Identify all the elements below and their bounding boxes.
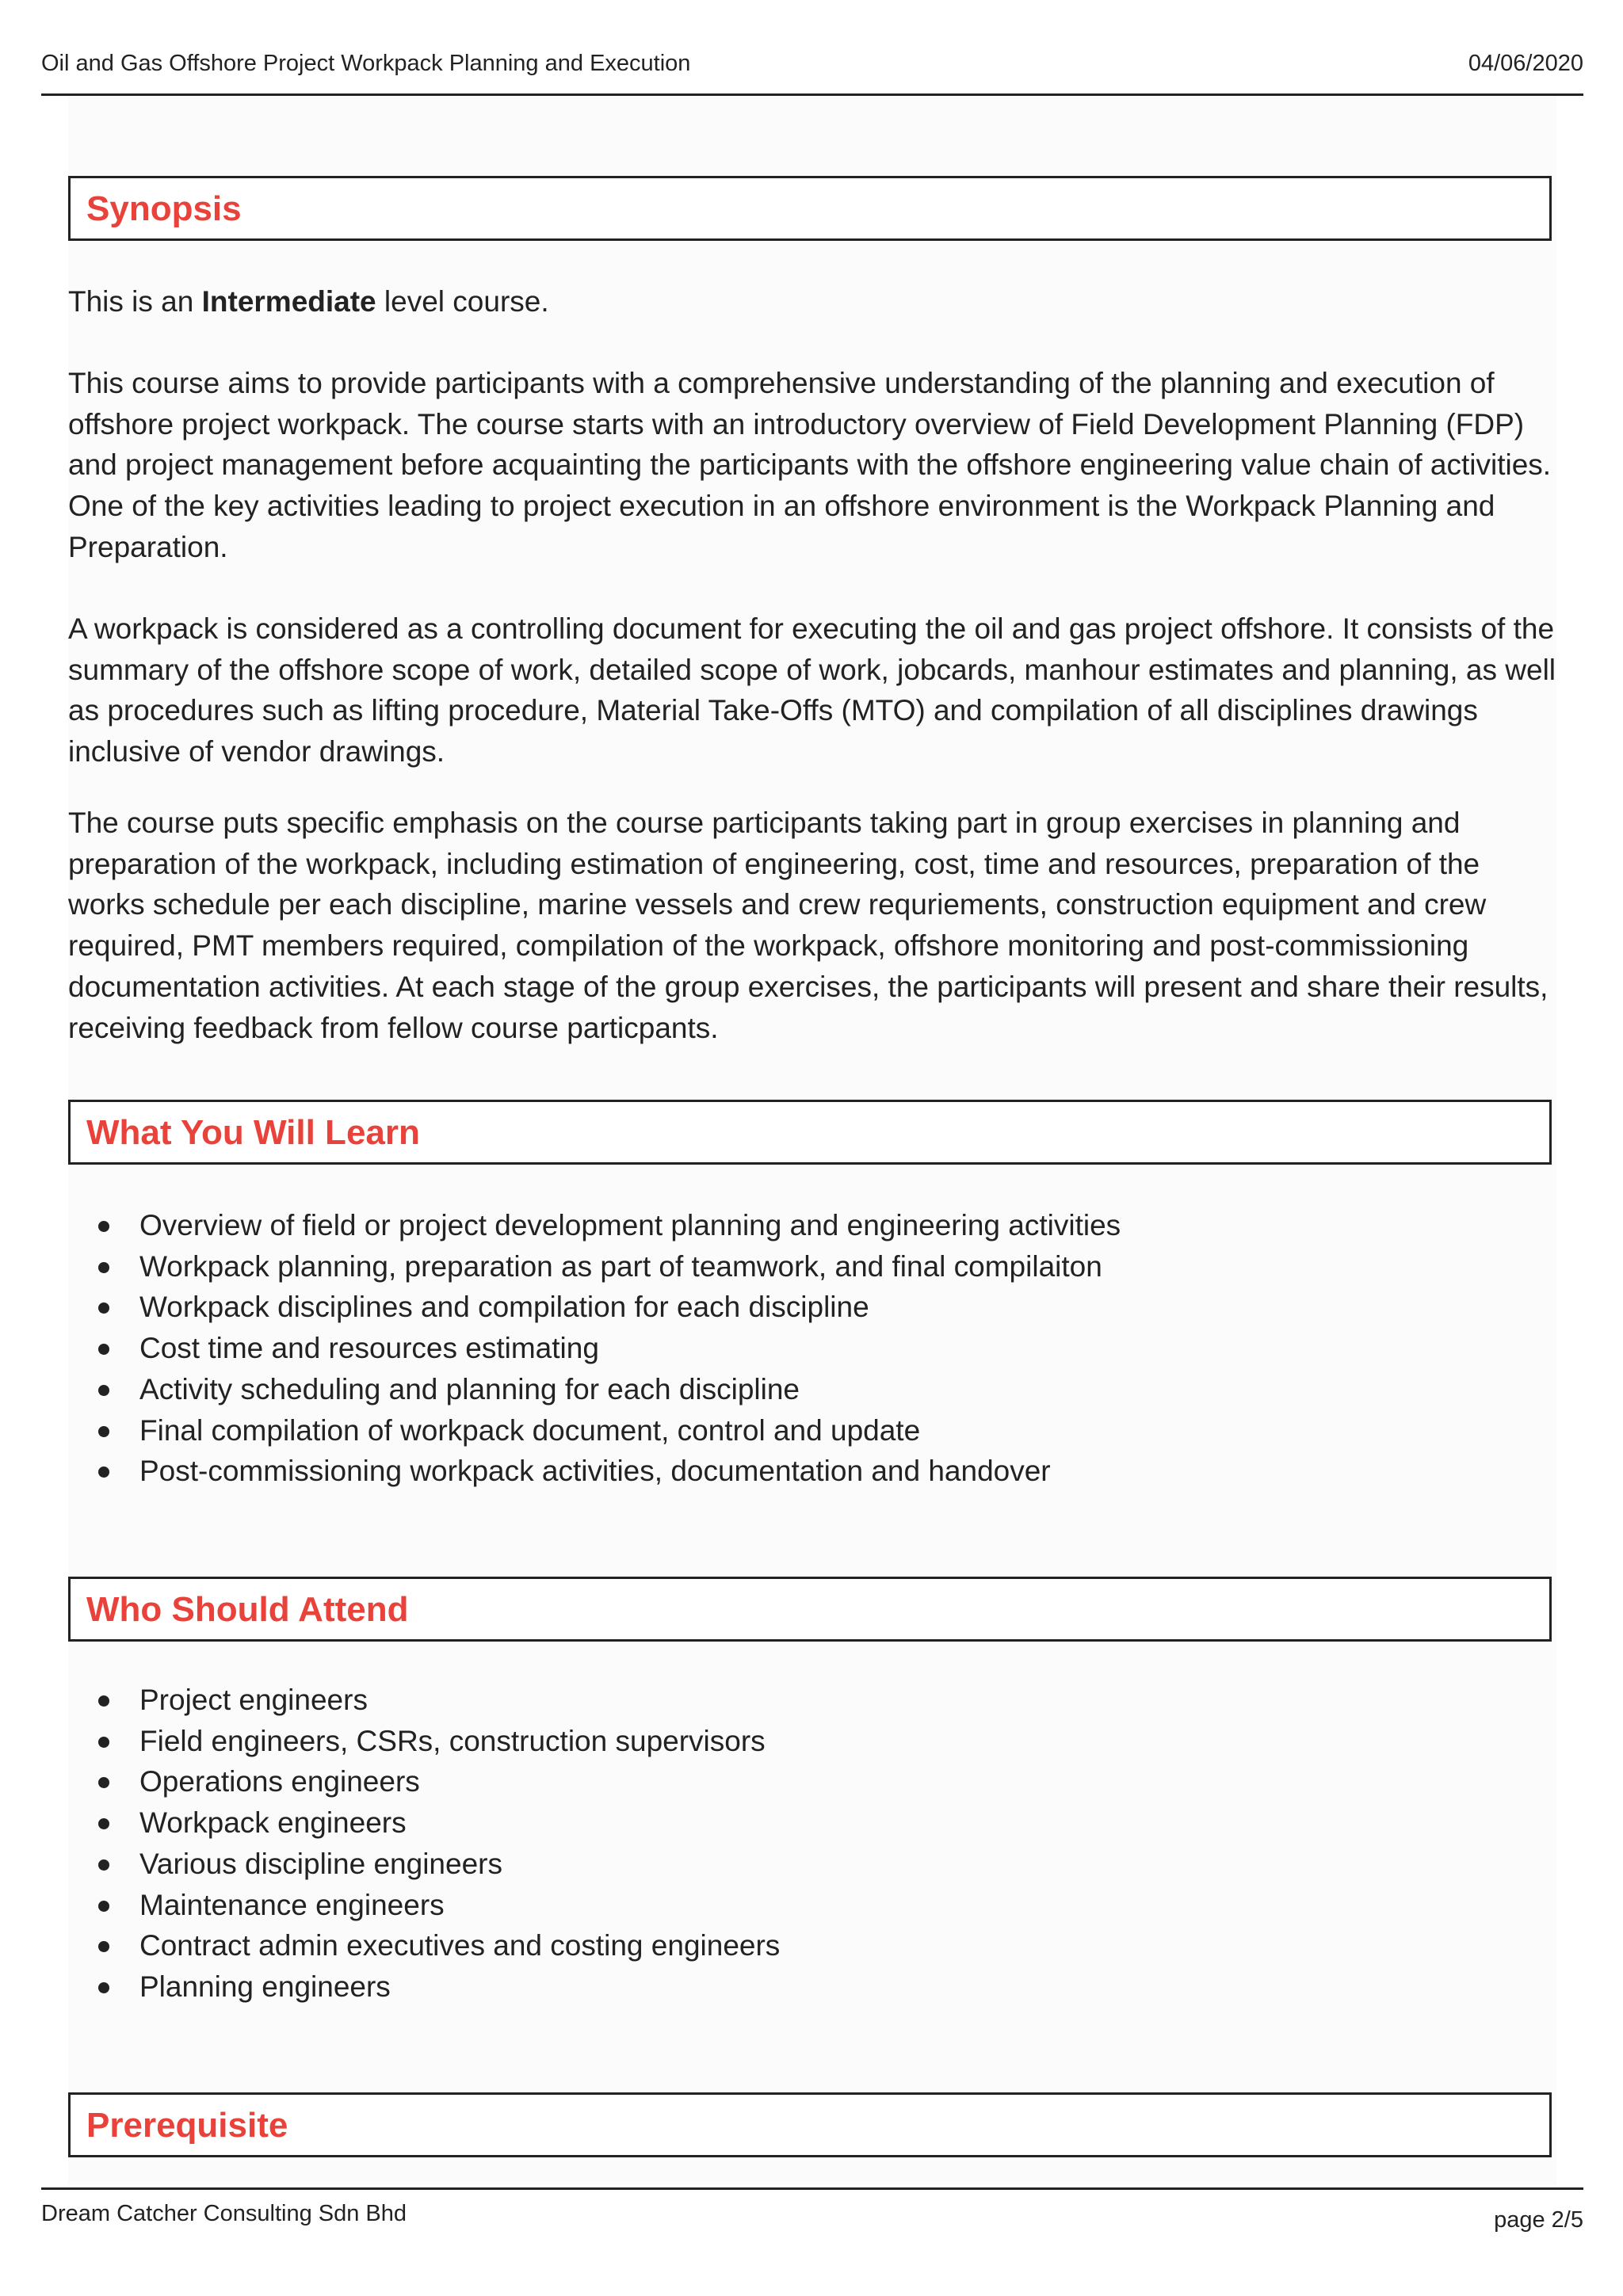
bullet-icon: [98, 1262, 109, 1273]
list-item-text: Cost time and resources estimating: [139, 1332, 599, 1365]
list-item-text: Workpack planning, preparation as part of teamwork, and final compilaiton: [139, 1249, 1102, 1283]
list-item-text: Various discipline engineers: [139, 1847, 502, 1880]
list-item: [68, 1451, 1121, 1492]
bullet-icon: [98, 1982, 109, 1993]
company-name: Dream Catcher Consulting Sdn Bhd: [41, 2201, 407, 2226]
list-item: [68, 1410, 1121, 1451]
list-item: [68, 1369, 1121, 1410]
bullet-icon: [98, 1695, 109, 1707]
bullet-icon: [98, 1941, 109, 1952]
list-item: [68, 1721, 780, 1762]
bullet-icon: [98, 1859, 109, 1871]
bullet-icon: [98, 1344, 109, 1355]
list-item-text: Activity scheduling and planning for each discipline: [139, 1372, 800, 1405]
list-item-text: Planning engineers: [139, 1970, 391, 2003]
learn-list: [68, 1205, 1121, 1492]
list-item-text: Project engineers: [139, 1684, 368, 1716]
section-title-learn: What You Will Learn: [86, 1113, 420, 1152]
page-footer: [41, 2187, 1583, 2237]
list-item-text: Maintenance engineers: [139, 1888, 445, 1921]
attend-section-header: [68, 1577, 1552, 1642]
attend-list: [68, 1680, 780, 2008]
synopsis-paragraph-2: A workpack is considered as a controlling document for executing the oil and gas project offshore. It consists of the summary of the offshore scope of work, detailed scope of work, jobcards, manhour estimates and planning, as well as procedures such as lifting procedure, Material Take-Offs (MTO) and compilation of all disciplines drawings inclusive of vendor drawings.: [68, 612, 1556, 769]
list-item-text: Post-commissioning workpack activities, documentation and handover: [139, 1455, 1051, 1488]
bullet-icon: [98, 1302, 109, 1314]
list-item: [68, 1885, 780, 1926]
page-number: page 2/5: [1494, 2207, 1583, 2233]
bullet-icon: [98, 1777, 109, 1788]
list-item: [68, 1205, 1121, 1246]
bullet-icon: [98, 1426, 109, 1437]
bullet-icon: [98, 1818, 109, 1829]
list-item-text: Field engineers, CSRs, construction supervisors: [139, 1724, 766, 1757]
learn-section-header: [68, 1100, 1552, 1165]
list-item-text: Operations engineers: [139, 1765, 420, 1798]
list-item: [68, 1966, 780, 2008]
synopsis-paragraph-1: This course aims to provide participants with a comprehensive understanding of the planning and execution of offshore project workpack. The course starts with an introductory overview of Field Development Planning (FDP) and project management before acquainting the participants with the offshore engineering value chain of activities. One of the key activities leading to project execution in an offshore environment is the Workpack Planning and Preparation.: [68, 367, 1552, 563]
bullet-icon: [98, 1737, 109, 1748]
course-level-line: [68, 281, 1558, 322]
list-item-text: Contract admin executives and costing engineers: [139, 1929, 781, 1962]
list-item: [68, 1680, 780, 1721]
list-item: [68, 1844, 780, 1885]
list-item: [68, 1802, 780, 1844]
bullet-icon: [98, 1466, 109, 1478]
document-date: 04/06/2020: [1468, 51, 1583, 76]
section-title-attend: Who Should Attend: [86, 1590, 409, 1629]
document-title: Oil and Gas Offshore Project Workpack Planning and Execution: [41, 51, 691, 76]
bullet-icon: [98, 1901, 109, 1912]
list-item-text: Workpack disciplines and compilation for each discipline: [139, 1291, 869, 1324]
bullet-icon: [98, 1221, 109, 1232]
list-item: [68, 1287, 1121, 1328]
list-item-text: Overview of field or project development planning and engineering activities: [139, 1209, 1121, 1241]
course-level-suffix: level course.: [376, 285, 549, 318]
course-level-prefix: This is an: [68, 285, 202, 318]
list-item: [68, 1328, 1121, 1369]
list-item: [68, 1925, 780, 1966]
section-title-synopsis: Synopsis: [86, 189, 242, 228]
prerequisite-section-header: [68, 2092, 1552, 2157]
synopsis-section-header: [68, 176, 1552, 241]
list-item-text: Final compilation of workpack document, control and update: [139, 1413, 921, 1447]
list-item-text: Workpack engineers: [139, 1806, 407, 1840]
list-item: [68, 1761, 780, 1802]
synopsis-paragraph-3: The course puts specific emphasis on the course participants taking part in group exercises in planning and preparation of the workpack, including estimation of engineering, cost, time and resources, preparation of the works schedule per each discipline, marine vessels and crew requriements, construction equipment and crew required, PMT members required, compilation of the workpack, offshore monitoring and post-commissioning documentation activities. At each stage of the group exercises, the participants will present and share their results, receiving feedback from fellow course particpants.: [68, 807, 1549, 1044]
course-level-value: Intermediate: [201, 285, 376, 318]
section-title-prerequisite: Prerequisite: [86, 2106, 288, 2145]
page-header: [41, 51, 1583, 96]
list-item: [68, 1246, 1121, 1287]
bullet-icon: [98, 1385, 109, 1396]
